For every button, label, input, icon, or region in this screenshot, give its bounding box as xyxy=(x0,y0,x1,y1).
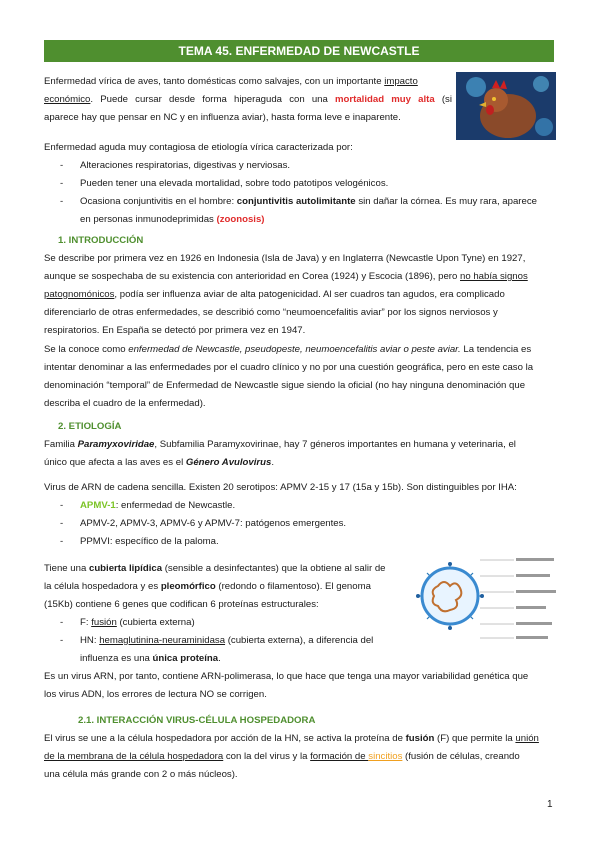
text-line: aunque se sospechaba de su existencia con anterioridad en Corea (1924) y Escocia (1896), pero xyxy=(44,271,460,282)
text-line: respiratorios. En España se detectó por primera vez en 1947. xyxy=(44,325,306,336)
family-name: Paramyxoviridae xyxy=(77,439,155,450)
list-item-text: . xyxy=(218,653,221,664)
text-line: . xyxy=(271,457,275,468)
underlined-term: formación de xyxy=(310,751,369,762)
underlined-term: fusión xyxy=(91,617,117,628)
list-item-text: sin dañar la córnea. Es muy rara, aparece xyxy=(355,196,537,207)
intro-line2 xyxy=(44,91,452,109)
text-line: denominación “temporal” de Enfermedad de Newcastle sigue siendo la oficial (no hay ninguna denominación que xyxy=(44,380,526,391)
acute-paragraph: Enfermedad aguda muy contagiosa de etiología vírica caracterizada por: xyxy=(44,142,353,153)
text-line: Familia xyxy=(44,439,78,450)
bold-term: conjuntivitis autolimitante xyxy=(236,196,356,207)
text-line: (sensible a desinfectantes) que la obtiene al salir de xyxy=(162,563,386,574)
intro-line3 xyxy=(44,109,452,127)
text-line: , podía ser influenza aviar de alta patogenicidad. Al ser cuadros tan agudos, era complicado xyxy=(114,289,505,300)
list-item-text: Pueden tener una elevada mortalidad, sobre todo patotipos velogénicos. xyxy=(80,178,389,189)
virus-diagram xyxy=(410,546,560,646)
list-item-text: APMV-2, APMV-3, APMV-6 y APMV-7: patógenos emergentes. xyxy=(80,518,347,529)
intro-section-text xyxy=(44,250,556,340)
bold-term: única proteína xyxy=(152,653,219,664)
list-item-text: (cubierta externa), a diferencia del xyxy=(225,635,374,646)
list-item: - Alteraciones respiratorias, digestivas y nerviosas. xyxy=(60,157,550,175)
text-line: intentar denominar a las enfermedades por el cuadro clínico y no por una cuestión geográfica, pero en este caso la xyxy=(44,362,534,373)
section-heading-intro: 1. INTRODUCCIÓN xyxy=(58,235,144,246)
intro-paragraph xyxy=(44,73,452,91)
text-line: Se describe por primera vez en 1926 en Indonesia (Isla de Java) y en Inglaterra (Newcastle Upon Tyne) en 1927, xyxy=(44,253,526,264)
section-heading-etiology: 2. ETIOLOGÍA xyxy=(58,421,122,432)
list-item: - Ocasiona conjuntivitis en el hombre: conjuntivitis autolimitante sin dañar la córnea. Es muy rara, aparece en personas inmunodeprimidas (zoonosis) xyxy=(60,196,537,225)
list-item-text: (cubierta externa) xyxy=(116,617,195,628)
list-item: - F: fusión (cubierta externa) xyxy=(60,617,195,628)
bold-term: fusión xyxy=(405,733,435,744)
text-line: único que afecta a las aves es el xyxy=(44,457,186,468)
bold-term: pleomórfico xyxy=(160,581,216,592)
interaction-paragraph xyxy=(44,730,556,784)
page-title: TEMA 45. ENFERMEDAD DE NEWCASTLE xyxy=(44,40,554,62)
list-item-text: HN: xyxy=(80,635,100,646)
text-line: La tendencia es xyxy=(460,344,532,355)
text-line: (15Kb) contiene 6 genes que codifican 6 proteínas estructurales: xyxy=(44,599,319,610)
bold-term: cubierta lipídica xyxy=(88,563,163,574)
text-line: diferenciarlo de otras enfermedades, se describió como “neumoencefalitis aviar” por los signos nerviosos y xyxy=(44,307,498,318)
text-line: , Subfamilia Paramyxovirinae, hay 7 géneros importantes en humana y veterinaria, el xyxy=(154,439,516,450)
underlined-term: no había signos xyxy=(460,271,528,282)
chicken-virus-photo xyxy=(456,72,556,140)
text-line: Es un virus ARN, por tanto, contiene ARN-polimerasa, lo que hace que tenga una mayor variabilidad genética que xyxy=(44,671,529,682)
section-heading-interaction: 2.1. INTERACCIÓN VIRUS-CÉLULA HOSPEDADORA xyxy=(78,715,316,726)
sincitios-term: sincitios xyxy=(368,751,403,762)
family-paragraph xyxy=(44,436,556,472)
list-item-text: en personas inmunodeprimidas xyxy=(80,214,217,225)
list-item-text: : enfermedad de Newcastle. xyxy=(115,500,236,511)
text-line: (fusión de células, creando xyxy=(402,751,520,762)
page-number: 1 xyxy=(547,799,553,810)
list-item-text: Alteraciones respiratorias, digestivas y nerviosas. xyxy=(80,160,291,171)
rna-paragraph xyxy=(44,668,556,704)
underlined-term: patognomónicos xyxy=(44,289,115,300)
text-line: describa el cuadro de la enfermedad). xyxy=(44,398,206,409)
italic-names: enfermedad de Newcastle, pseudopeste, neumoencefalitis aviar o peste aviar. xyxy=(128,344,461,355)
mortality-highlight: mortalidad muy alta xyxy=(335,94,435,105)
list-item-text: PPMVI: específico de la paloma. xyxy=(80,536,219,547)
list-item: - HN: hemaglutinina-neuraminidasa (cubierta externa), a diferencia del influenza es una única proteína. xyxy=(60,635,374,664)
intro-text-4: aparece hay que pensar en NC y en influenza aviar), hasta forma leve e inaparente. xyxy=(44,112,401,123)
underlined-term: unión xyxy=(515,733,539,744)
text-line: Tiene una xyxy=(44,563,89,574)
text-line: la célula hospedadora y es xyxy=(44,581,161,592)
intro-underline: impacto xyxy=(384,76,418,87)
zoonosis-label: (zoonosis) xyxy=(216,214,265,225)
text-line: con la del virus y la xyxy=(223,751,311,762)
text-line: El virus se une a la célula hospedadora por acción de la HN, se activa la proteína de xyxy=(44,733,406,744)
text-line: los virus ADN, los errores de lectura NO se corrigen. xyxy=(44,689,267,700)
underlined-term: de la membrana de la célula hospedadora xyxy=(44,751,224,762)
text-line: (F) que permite la xyxy=(434,733,516,744)
list-item: - APMV-2, APMV-3, APMV-6 y APMV-7: patógenos emergentes. xyxy=(60,515,550,533)
text-line: (redondo o filamentoso). El genoma xyxy=(215,581,371,592)
intro-text-2: . Puede cursar desde forma hiperaguda con una xyxy=(90,94,336,105)
intro-text: Enfermedad vírica de aves, tanto domésticas como salvajes, con un importante xyxy=(44,76,385,87)
names-paragraph xyxy=(44,341,556,413)
serotypes-paragraph: Virus de ARN de cadena sencilla. Existen 20 serotipos: APMV 2-15 y 17 (15a y 15b). Son distinguibles por IHA: xyxy=(44,482,517,493)
underlined-term: hemaglutinina-neuraminidasa xyxy=(99,635,226,646)
list-item: - APMV-1: enfermedad de Newcastle. xyxy=(60,500,236,511)
list-item-text: F: xyxy=(80,617,92,628)
list-item: - PPMVI: específico de la paloma. xyxy=(60,533,550,551)
genus-name: Género Avulovirus xyxy=(185,457,272,468)
envelope-paragraph xyxy=(44,560,406,614)
intro-underline-2: económico xyxy=(44,94,91,105)
list-item-text: Ocasiona conjuntivitis en el hombre: xyxy=(80,196,237,207)
list-item: - Pueden tener una elevada mortalidad, sobre todo patotipos velogénicos. xyxy=(60,175,550,193)
intro-text-3: (si xyxy=(434,94,452,105)
list-item-text: influenza es una xyxy=(80,653,153,664)
text-line: Se la conoce como xyxy=(44,344,129,355)
text-line: una célula más grande con 2 o más núcleos). xyxy=(44,769,238,780)
apmv1-label: APMV-1 xyxy=(80,500,116,511)
